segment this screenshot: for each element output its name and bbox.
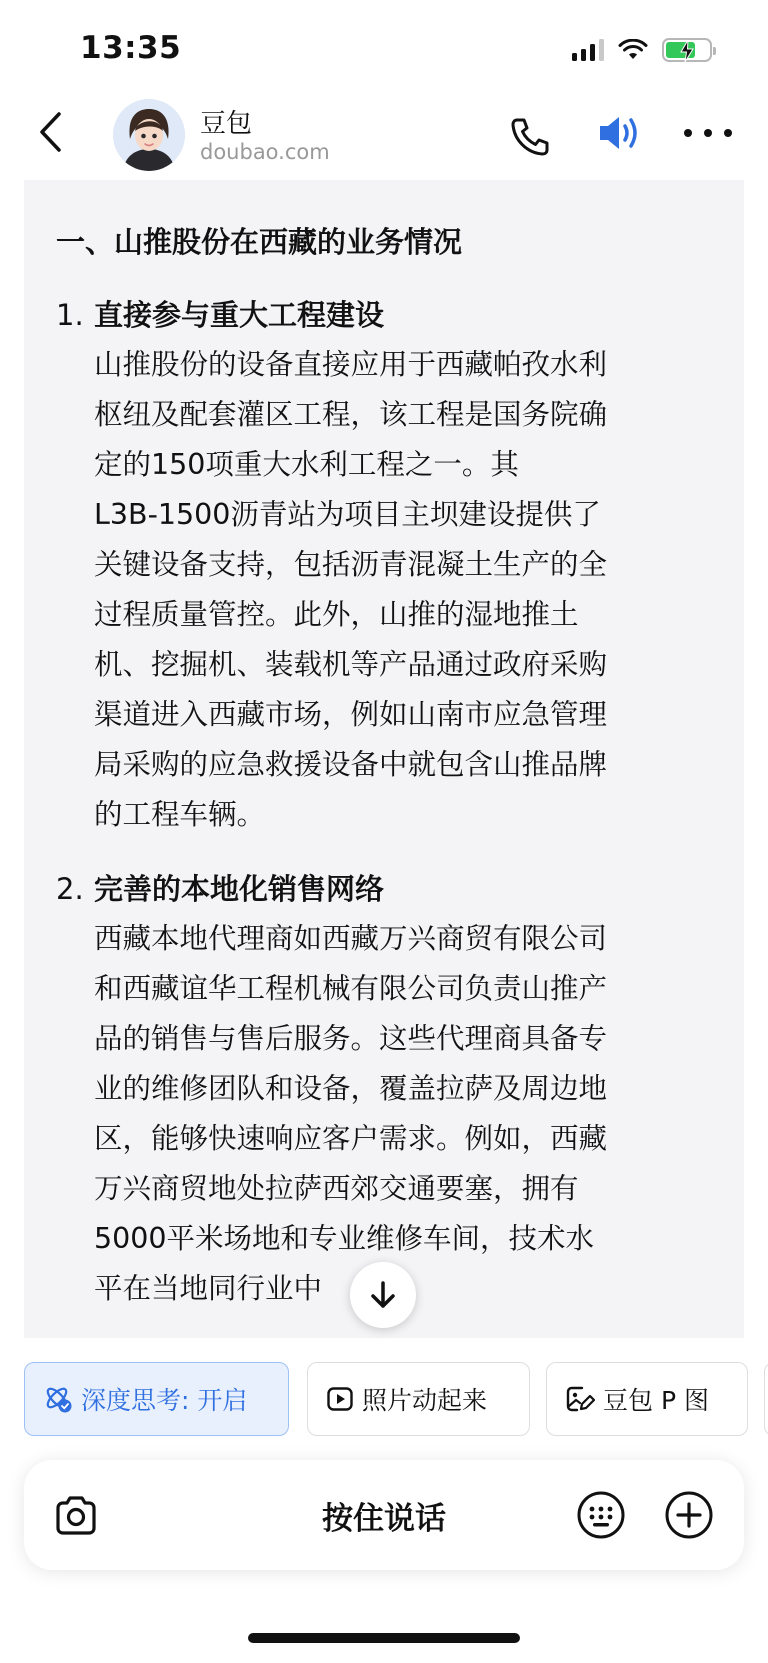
body-line: 5000平米场地和专业维修车间，技术水	[94, 1222, 595, 1255]
animate-photo-chip[interactable]	[307, 1362, 530, 1436]
camera-icon	[52, 1492, 100, 1540]
call-button[interactable]	[508, 115, 552, 159]
message-heading: 一、山推股份在西藏的业务情况	[56, 225, 463, 259]
body-line: L3B-1500沥青站为项目主坝建设提供了	[94, 498, 601, 531]
chip-label: 深度思考: 开启	[81, 1386, 248, 1415]
cellular-signal-icon	[572, 39, 604, 61]
more-button[interactable]	[684, 125, 732, 141]
keyboard-icon	[576, 1490, 626, 1540]
status-time: 13:35	[80, 30, 182, 66]
speaker-icon	[596, 111, 646, 155]
body-line: 关键设备支持，包括沥青混凝土生产的全	[94, 548, 608, 581]
chevron-left-icon	[36, 111, 64, 153]
chat-header	[0, 95, 768, 175]
body-line: 业的维修团队和设备，覆盖拉萨及周边地	[94, 1072, 608, 1105]
body-line: 西藏本地代理商如西藏万兴商贸有限公司	[94, 922, 608, 955]
body-line: 万兴商贸地处拉萨西郊交通要塞，拥有	[94, 1172, 579, 1205]
home-indicator[interactable]	[248, 1633, 520, 1643]
image-edit-chip[interactable]	[546, 1362, 748, 1436]
body-line-text: 平在当地同行业中	[94, 1272, 323, 1305]
scroll-down-button[interactable]	[350, 1262, 416, 1328]
list-number: 2.	[56, 872, 84, 906]
more-chip[interactable]	[764, 1362, 768, 1436]
camera-button[interactable]	[52, 1492, 100, 1540]
wifi-icon	[618, 39, 648, 61]
play-square-icon	[326, 1385, 354, 1413]
chip-label: 豆包 P 图	[603, 1386, 709, 1415]
avatar[interactable]	[113, 99, 185, 171]
list-title-text: 直接参与重大工程建设	[94, 298, 385, 332]
body-line: 山推股份的设备直接应用于西藏帕孜水利	[94, 348, 608, 381]
body-line: 机、挖掘机、装载机等产品通过政府采购	[94, 648, 608, 681]
list-item-body	[94, 914, 716, 1314]
input-bar	[24, 1460, 744, 1570]
body-line: 的工程车辆。	[94, 798, 266, 831]
quick-actions	[24, 1362, 768, 1436]
phone-icon	[508, 115, 552, 159]
add-button[interactable]	[664, 1490, 714, 1540]
body-line: 定的150项重大水利工程之一。其	[94, 448, 519, 481]
image-edit-icon	[565, 1385, 595, 1413]
battery-charging-icon	[662, 38, 712, 62]
speaker-button[interactable]	[596, 111, 646, 155]
list-item-title	[56, 870, 716, 908]
list-item	[56, 870, 716, 1314]
list-title-text: 完善的本地化销售网络	[94, 872, 385, 906]
body-line: 区，能够快速响应客户需求。例如，西藏	[94, 1122, 608, 1155]
status-bar	[0, 0, 768, 100]
arrow-down-icon	[369, 1280, 397, 1310]
assistant-message	[24, 180, 744, 1338]
body-line: 局采购的应急救援设备中就包含山推品牌	[94, 748, 608, 781]
body-line: 品的销售与售后服务。这些代理商具备专	[94, 1022, 608, 1055]
back-button[interactable]	[30, 107, 70, 157]
body-line: 和西藏谊华工程机械有限公司负责山推产	[94, 972, 608, 1005]
list-item-title	[56, 296, 716, 334]
bot-name: 豆包	[200, 109, 253, 139]
body-line: 枢纽及配套灌区工程，该工程是国务院确	[94, 398, 608, 431]
plus-circle-icon	[664, 1490, 714, 1540]
list-item-body	[94, 340, 716, 840]
keyboard-button[interactable]	[576, 1490, 626, 1540]
list-item	[56, 296, 716, 840]
chip-label: 照片动起来	[362, 1386, 488, 1415]
more-dots-icon	[684, 129, 692, 137]
bot-domain: doubao.com	[200, 140, 330, 164]
body-line: 渠道进入西藏市场，例如山南市应急管理	[94, 698, 608, 731]
list-number: 1.	[56, 298, 84, 332]
hold-to-talk-button[interactable]: 按住说话	[322, 1500, 446, 1537]
status-icons	[572, 38, 712, 62]
atom-check-icon	[43, 1384, 73, 1414]
deep-think-chip[interactable]	[24, 1362, 289, 1436]
body-line: 过程质量管控。此外，山推的湿地推土	[94, 598, 579, 631]
